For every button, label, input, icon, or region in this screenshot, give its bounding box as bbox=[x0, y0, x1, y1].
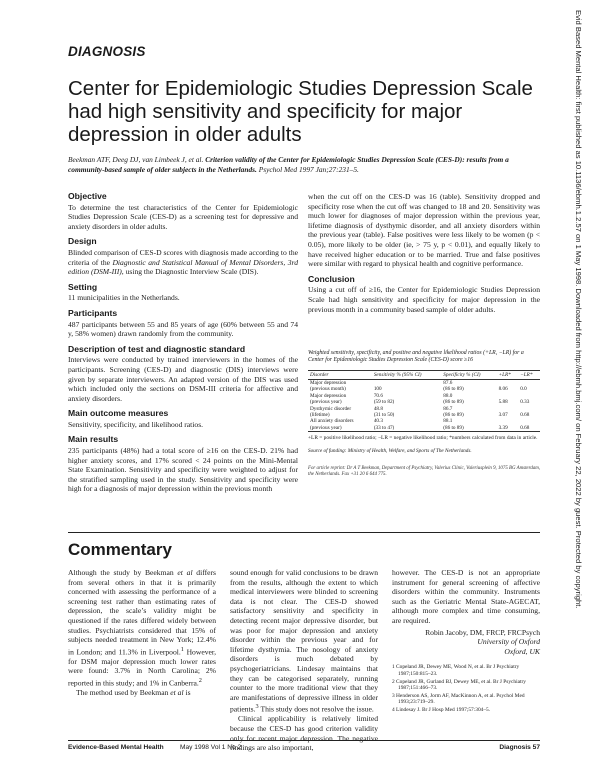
table-cell: (31 to 50) bbox=[373, 412, 395, 419]
table-cell: 0.68 bbox=[520, 412, 530, 419]
outcome-text: Sensitivity, specificity, and likelihood ratios. bbox=[68, 419, 204, 429]
test-heading: Description of test and diagnostic standard bbox=[68, 343, 246, 354]
table-cell: All anxiety disorders bbox=[310, 418, 354, 425]
commentary-paragraph-2b bbox=[230, 568, 378, 714]
reference-list bbox=[392, 664, 540, 713]
commentary-paragraph-3b bbox=[392, 568, 540, 626]
article-title: Center for Epidemiologic Studies Depression Scale had high sensitivity and specificity for major depression in older adults bbox=[68, 77, 533, 146]
table-header-cell: Disorder bbox=[310, 371, 329, 378]
results-text-a: 235 participants (48%) had a total score of ≥16 on the CES-D. 21% had higher anxiety scores, and 17% scored < 24 points on the Mini-Mental State Examination. Sensitivity and specificity were weighted to adjust for the stratified sampling used in the study. Sensitivity and specificity were high for a diagnosis of major depression within the previous month bbox=[68, 446, 298, 494]
design-text-a: Blinded comparison of CES-D scores with diagnosis made according to the criteria of the bbox=[68, 247, 298, 267]
reference-marker: 2 bbox=[198, 677, 202, 685]
table-cell bbox=[497, 380, 519, 387]
signature-institution: University of Oxford bbox=[477, 637, 540, 647]
table-cell: (lifetime) bbox=[310, 412, 330, 419]
table-cell: 88.1 bbox=[443, 418, 453, 425]
text-run: Although the study by Beekman bbox=[68, 568, 178, 577]
setting-text: 11 municipalities in the Netherlands. bbox=[68, 293, 180, 303]
commentary-column-2 bbox=[230, 568, 378, 753]
citation-journal: Psychol Med 1997 Jan;27:231–5. bbox=[258, 165, 359, 174]
abstract-right-column bbox=[308, 192, 540, 314]
table-cell: 88.0 bbox=[443, 392, 453, 399]
results-heading: Main results bbox=[68, 434, 119, 445]
copyright-sidebar: Evid Based Mental Health: first published as 10.1136/ebmh.1.2.57 on 1 May 1998. Downloaded from http://ebmh.bmj.com/ on February 22, 2022 by guest. Protected by copyright. bbox=[574, 10, 583, 609]
objective-heading: Objective bbox=[68, 191, 107, 201]
citation-title: Criterion validity of the Center for Epidemiologic Studies Depression Scale (CES-D): results from a community-based sample of older subjects in the Netherlands. bbox=[68, 155, 509, 174]
table-cell: Major depression bbox=[310, 380, 347, 386]
table-cell: 0.33 bbox=[520, 399, 530, 406]
text-run: sound enough for valid conclusions to be drawn from the results, although the extent to which medical interviewers were blinded to screening data is not clear. The CES-D showed satisfactory sensitivity and specificity in detecting recent major depressive disorder, but was poor for major depression and anxiety disorder within the previous year and for lifetime dysthymia. The nosology of anxiety disorders is much debated by psychogeriatricians. Lindesay maintains that they can be categorised separately, running counter to the more traditional view that they are manifestations of depressive illness in older patients. bbox=[230, 568, 378, 714]
reference-item: 1 Copeland JR, Dewey ME, Wood N, et al. Br J Psychiatry 1987;150:815–23. bbox=[392, 664, 520, 677]
reference-item: 3 Henderson AS, Jorm AF, MacKinnon A, et al. Psychol Med 1993;23:719–29. bbox=[392, 692, 525, 706]
table-cell: 0.68 bbox=[520, 424, 530, 431]
table-header-cell: Specificity % (CI) bbox=[443, 371, 481, 378]
abstract-left-column bbox=[68, 192, 298, 494]
table-cell: Dysthymic disorder bbox=[310, 405, 352, 412]
table-cell: 87.6 bbox=[443, 380, 453, 386]
reprint-address: For article reprint: Dr A T Beekman, Department of Psychiatry, Valerius Clinic, Valeriusplein 9, 1075 BG Amsterdam, the Netherlands. Fax +31 20 6 644 775. bbox=[308, 466, 540, 478]
section-label: DIAGNOSIS bbox=[68, 44, 146, 59]
text-run: differs from several others in that it is primarily concerned with assessing the performance of a screening test rather than estimating rates of depression, the scale’s validity might be questioned if the rates differed widely between studies. Psychiatrists considered that 15% of subjects needed treatment in New York; 12.4% in London; and 11.3% in Liverpool. bbox=[68, 568, 216, 657]
footer-page: Diagnosis 57 bbox=[499, 744, 540, 751]
table-cell: Major depression bbox=[310, 392, 347, 399]
text-run: The method used by Beekman bbox=[76, 688, 171, 698]
table-cell: (86 to 89) bbox=[443, 386, 464, 393]
table-cell: (86 to 89) bbox=[443, 424, 464, 431]
text-run-italic: et al bbox=[170, 688, 184, 698]
table-cell: (33 to 47) bbox=[373, 424, 395, 431]
design-heading: Design bbox=[68, 236, 97, 247]
table-row bbox=[308, 425, 540, 432]
table-caption: Weighted sensitivity, specificity, and positive and negative likelihood ratios (+LR, −LR) for a Center for Epidemiologic Studies Depression Scale (CES-D) score ≥16 bbox=[308, 350, 524, 363]
funding-source: Source of funding: Ministry of Health, Welfare, and Sports of The Netherlands. bbox=[308, 447, 472, 454]
commentary-column-1 bbox=[68, 568, 216, 698]
citation bbox=[68, 155, 538, 175]
text-run-italic: et al bbox=[177, 568, 193, 577]
conclusion-text: Using a cut off of ≥16, the Center for Epidemiologic Studies Depression Scale had high sensitivity and specificity for major depression in the previous month in a community based sample of older adults. bbox=[308, 285, 540, 314]
commentary-paragraph-1 bbox=[68, 568, 216, 688]
reference-marker: 3 bbox=[255, 703, 259, 711]
table-cell: 70.6 bbox=[373, 392, 383, 399]
table-cell: 40.3 bbox=[373, 418, 383, 425]
design-text-italic: Diagnostic and Statistical Manual of Mental Disorders, 3rd edition (DSM-III) bbox=[68, 257, 298, 277]
text-run: However, for DSM major depression much lower rates were found: 3.7% in North Carolina; 2% reported in this study; and 1% in Canberra. bbox=[68, 647, 216, 688]
table-cell: (86 to 89) bbox=[443, 399, 464, 406]
text-run: is bbox=[183, 688, 191, 698]
signature-name: Robin Jacoby, DM, FRCP, FRCPsych bbox=[425, 627, 540, 637]
table-cell: (previous month) bbox=[310, 386, 346, 393]
footer-divider bbox=[68, 740, 540, 741]
table-cell: 8.06 bbox=[498, 386, 508, 393]
test-text: Interviews were conducted by trained interviewers in the homes of the participants. Screening (CES-D) and diagnostic (DIS) interviews were given by separate interviewers. An adapted version of the DIS was used which included only the sections on DSM-III criteria for affective and anxiety disorders. bbox=[68, 355, 298, 403]
results-table bbox=[308, 370, 540, 433]
table-cell: 5.88 bbox=[498, 399, 508, 406]
design-text-b: , using the Diagnostic Interview Scale (DIS). bbox=[121, 267, 259, 277]
table-header-row bbox=[308, 370, 540, 379]
objective-text: To determine the test characteristics of the Center for Epidemiologic Studies Depression Scale (CES-D) as a screening test for depressive and anxiety disorders in older adults. bbox=[68, 202, 298, 231]
text-run: Clinical applicability is relatively limited because the CES-D has good criterion validity only for recent major depression. The negative findings are also important, bbox=[230, 714, 378, 753]
table-cell: 3.07 bbox=[498, 412, 508, 419]
table-cell: (previous year) bbox=[310, 424, 342, 431]
participants-heading: Participants bbox=[68, 307, 118, 318]
reference-item: 4 Lindesay J. Br J Hosp Med 1997;57:304–5. bbox=[392, 706, 491, 713]
reference-item: 2 Copeland JR, Gurland BJ, Dewey ME, et al. Br J Psychiatry 1987;151:466–73. bbox=[392, 678, 526, 692]
reference-marker: 1 bbox=[180, 645, 184, 653]
results-text-b: when the cut off on the CES-D was 16 (table). Sensitivity dropped and specificity rose when the cut off was changed to 18 and 20. Sensitivity was much lower for diagnoses of major depression within the previous year, lifetime diagnosis of dysthymic disorder, and all anxiety disorders within the previous year (table). False positives were less likely to be women (p < 0.05), more likely to be older (ie, > 75 y, p < 0.01), and equally likely to have received higher education or to be married. True and false positives were similar with regard to physical health and cognitive performance. bbox=[308, 192, 540, 269]
citation-authors: Beekman ATF, Deeg DJ, van Limbeek J, et al. bbox=[68, 155, 204, 164]
conclusion-heading: Conclusion bbox=[308, 273, 355, 284]
table-cell: 0.0 bbox=[520, 386, 527, 393]
table-cell: 3.39 bbox=[498, 424, 508, 431]
results-table-block bbox=[308, 350, 540, 478]
table-header-cell: +LR* bbox=[498, 371, 511, 378]
table-cell: 100 bbox=[373, 386, 382, 393]
signature-city: Oxford, UK bbox=[504, 646, 540, 656]
section-divider bbox=[68, 532, 540, 533]
design-text bbox=[68, 248, 298, 277]
table-footnote: +LR = positive likelihood ratio; −LR = negative likelihood ratio; *numbers calculated from data in article. bbox=[308, 435, 538, 442]
page-footer bbox=[68, 744, 540, 751]
participants-text: 487 participants between 55 and 85 years of age (60% between 55 and 74 y, 58% women) drawn randomly from the community. bbox=[68, 319, 298, 339]
table-header-cell: Sensitivity % (95% CI) bbox=[373, 371, 422, 378]
table-cell: (previous year) bbox=[310, 399, 342, 406]
table-cell bbox=[518, 380, 540, 387]
commentary-column-3 bbox=[392, 568, 540, 715]
table-cell bbox=[372, 380, 441, 387]
outcome-heading: Main outcome measures bbox=[68, 408, 169, 419]
text-run: however. The CES-D is not an appropriate instrument for general screening of affective disorders within the community. Instruments such as the Geriatric Mental State-AGECAT, although more complex and time consuming, are required. bbox=[392, 568, 540, 625]
table-header-cell: −LR* bbox=[520, 371, 533, 378]
footer-issue: May 1998 Vol 1 No 2 bbox=[180, 744, 242, 751]
text-run: This study does not resolve the issue. bbox=[258, 704, 374, 714]
table-cell: 86.7 bbox=[443, 405, 453, 412]
commentary-heading: Commentary bbox=[68, 540, 172, 559]
commentary-paragraph-2a bbox=[68, 688, 216, 698]
table-cell: (59 to 82) bbox=[373, 399, 395, 406]
footer-journal: Evidence-Based Mental Health bbox=[68, 744, 164, 751]
table-cell: 48.8 bbox=[373, 405, 383, 412]
signature bbox=[392, 628, 540, 657]
table-cell: (86 to 89) bbox=[443, 412, 464, 419]
setting-heading: Setting bbox=[68, 281, 98, 292]
